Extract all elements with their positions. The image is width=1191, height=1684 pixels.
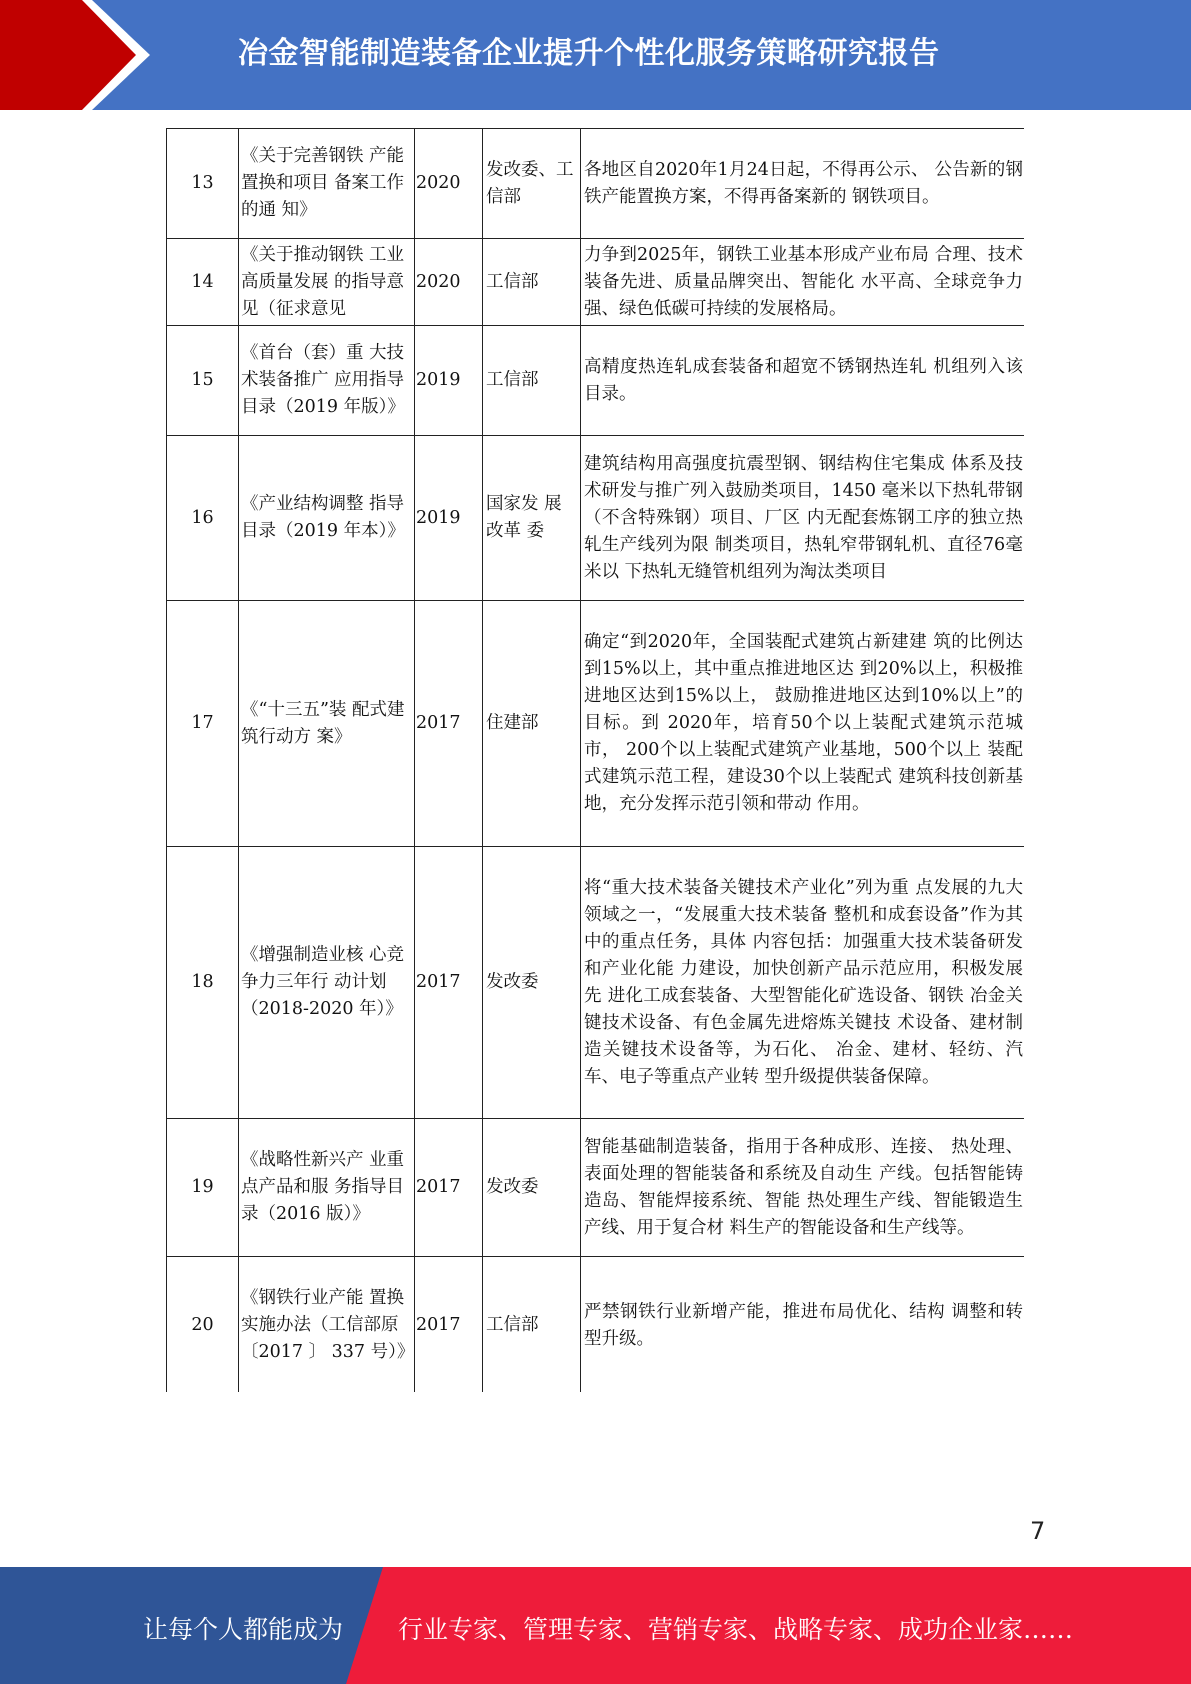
policy-content: 确定“到2020年，全国装配式建筑占新建建 筑的比例达到15%以上，其中重点推进地区达 到20%以上，积极推进地区达到15%以上， 鼓励推进地区达到10%以上”的目标。到 2020年，培育50个以上装配式建筑示范城市， 200个以上装配式建筑产业基地，500个以上 装配式建筑示范工程，建设30个以上装配式 建筑科技创新基地，充分发挥示范引领和带动 作用。 — [581, 601, 1025, 847]
row-number: 17 — [167, 601, 239, 847]
year: 2019 — [415, 326, 483, 436]
document-name: 《首台（套）重 大技术装备推广 应用指导目录（2019 年版）》 — [239, 326, 415, 436]
year: 2017 — [415, 1257, 483, 1393]
department: 工信部 — [483, 239, 581, 326]
table-row — [167, 1257, 1025, 1393]
row-number: 16 — [167, 436, 239, 601]
table-row — [167, 436, 1025, 601]
department: 国家发 展改革 委 — [483, 436, 581, 601]
department: 工信部 — [483, 326, 581, 436]
table-row — [167, 847, 1025, 1119]
policy-content: 智能基础制造装备，指用于各种成形、连接、 热处理、表面处理的智能装备和系统及自动生 产线。包括智能铸造岛、智能焊接系统、智能 热处理生产线、智能锻造生产线、用于复合材 料生产的智能设备和生产线等。 — [581, 1119, 1025, 1257]
document-name: 《钢铁行业产能 置换实施办法（工信部原〔2017 〕 337 号）》 — [239, 1257, 415, 1393]
footer-slogan-right: 行业专家、管理专家、营销专家、战略专家、成功企业家…… — [398, 1615, 1074, 1644]
department: 发改委、工信部 — [483, 129, 581, 239]
row-number: 18 — [167, 847, 239, 1119]
row-number: 15 — [167, 326, 239, 436]
table-row — [167, 1119, 1025, 1257]
page-header — [0, 0, 1191, 110]
table-row — [167, 601, 1025, 847]
row-number: 19 — [167, 1119, 239, 1257]
policy-content: 严禁钢铁行业新增产能，推进布局优化、结构 调整和转型升级。 — [581, 1257, 1025, 1393]
department: 工信部 — [483, 1257, 581, 1393]
policy-content: 各地区自2020年1月24日起，不得再公示、 公告新的钢铁产能置换方案，不得再备案新的 钢铁项目。 — [581, 129, 1025, 239]
year: 2017 — [415, 847, 483, 1119]
policy-content: 高精度热连轧成套装备和超宽不锈钢热连轧 机组列入该目录。 — [581, 326, 1025, 436]
policy-content: 建筑结构用高强度抗震型钢、钢结构住宅集成 体系及技术研发与推广列入鼓励类项目，1450 毫米以下热轧带钢（不含特殊钢）项目、厂区 内无配套炼钢工序的独立热轧生产线列为限 制类项目，热轧窄带钢轧机、直径76毫米以 下热轧无缝管机组列为淘汰类项目 — [581, 436, 1025, 601]
year: 2017 — [415, 601, 483, 847]
page-number: 7 — [1030, 1517, 1046, 1545]
table-row — [167, 326, 1025, 436]
year: 2017 — [415, 1119, 483, 1257]
document-name: 《关于完善钢铁 产能置换和项目 备案工作的通 知》 — [239, 129, 415, 239]
document-name: 《关于推动钢铁 工业高质量发展 的指导意见（征求意见 — [239, 239, 415, 326]
table-row — [167, 129, 1025, 239]
table-row — [167, 239, 1025, 326]
year: 2020 — [415, 129, 483, 239]
document-name: 《“十三五”装 配式建筑行动方 案》 — [239, 601, 415, 847]
row-number: 20 — [167, 1257, 239, 1393]
department: 发改委 — [483, 847, 581, 1119]
document-name: 《战略性新兴产 业重点产品和服 务指导目录（2016 版）》 — [239, 1119, 415, 1257]
row-number: 14 — [167, 239, 239, 326]
page-footer — [0, 1567, 1191, 1684]
document-name: 《产业结构调整 指导目录（2019 年本）》 — [239, 436, 415, 601]
policy-table — [166, 128, 1024, 1392]
year: 2019 — [415, 436, 483, 601]
policy-table-container — [166, 128, 1024, 1392]
row-number: 13 — [167, 129, 239, 239]
department: 发改委 — [483, 1119, 581, 1257]
policy-content: 力争到2025年，钢铁工业基本形成产业布局 合理、技术装备先进、质量品牌突出、智能化 水平高、全球竞争力强、绿色低碳可持续的发展格局。 — [581, 239, 1025, 326]
footer-slogan-left: 让每个人都能成为 — [143, 1615, 344, 1644]
department: 住建部 — [483, 601, 581, 847]
report-title: 冶金智能制造装备企业提升个性化服务策略研究报告 — [238, 36, 940, 71]
document-name: 《增强制造业核 心竞争力三年行 动计划（2018-2020 年）》 — [239, 847, 415, 1119]
year: 2020 — [415, 239, 483, 326]
policy-content: 将“重大技术装备关键技术产业化”列为重 点发展的九大领域之一，“发展重大技术装备 整机和成套设备”作为其中的重点任务，具体 内容包括：加强重大技术装备研发和产业化能 力建设，加快创新产品示范应用，积极发展先 进化工成套装备、大型智能化矿选设备、钢铁 冶金关键技术设备、有色金属先进熔炼关键技 术设备、建材制造关键技术设备等，为石化、 冶金、建材、轻纺、汽车、电子等重点产业转 型升级提供装备保障。 — [581, 847, 1025, 1119]
